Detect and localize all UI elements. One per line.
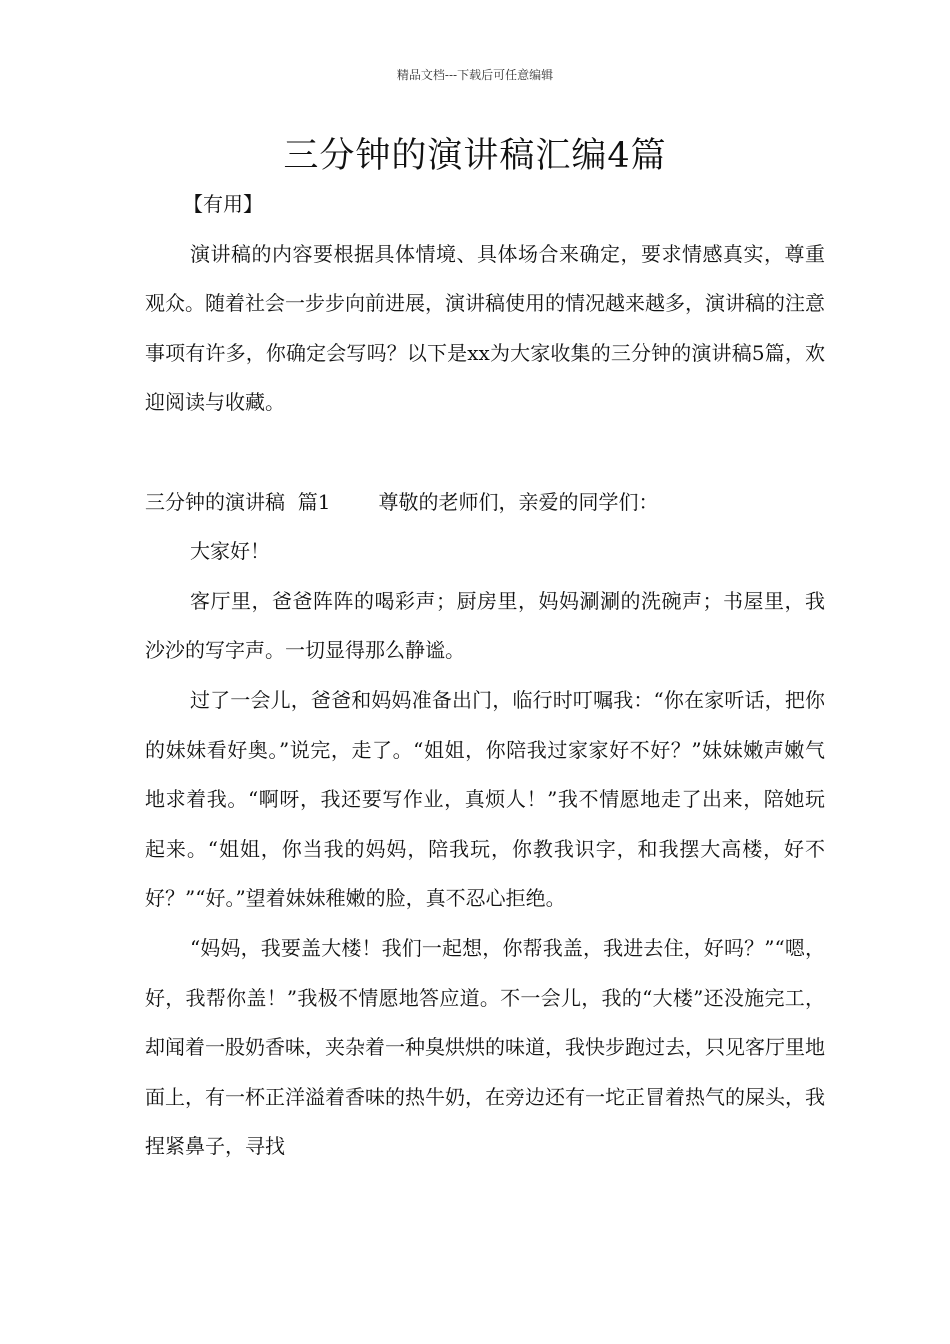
spacer <box>145 428 825 478</box>
tag-label: 【有用】 <box>183 192 263 216</box>
intro-paragraph: 演讲稿的内容要根据具体情境、具体场合来确定，要求情感真实，尊重观众。随着社会一步步向前进展，演讲稿使用的情况越来越多，演讲稿的注意事项有许多，你确定会写吗？以下是xx为大家收集的三分钟的演讲稿5篇，欢迎阅读与收藏。 <box>145 241 825 415</box>
body-paragraph: “妈妈，我要盖大楼！我们一起想，你帮我盖，我进去住，好吗？”“嗯，好，我帮你盖！”我极不情愿地答应道。不一会儿，我的“大楼”还没施完工，却闻着一股奶香味，夹杂着一种臭烘烘的味道，我快步跑过去，只见客厅里地面上，有一杯正洋溢着香味的热牛奶，在旁边还有一坨正冒着热气的屎头，我捏紧鼻子，寻找 <box>145 935 825 1159</box>
document-body <box>145 180 825 1172</box>
body-paragraph: 客厅里，爸爸阵阵的喝彩声；厨房里，妈妈涮涮的洗碗声；书屋里，我沙沙的写字声。一切显得那么静谧。 <box>145 588 825 663</box>
body-paragraph: 大家好！ <box>190 539 270 564</box>
section-title: 三分钟的演讲稿 篇1 <box>145 489 331 514</box>
document-title: 三分钟的演讲稿汇编4篇 <box>283 136 667 176</box>
section-heading <box>145 478 825 528</box>
body-paragraph: 过了一会儿，爸爸和妈妈准备出门，临行时叮嘱我：“你在家听话，把你的妹妹看好奥。”说完，走了。“姐姐，你陪我过家家好不好？”妹妹嫩声嫩气地求着我。“啊呀，我还要写作业，真烦人！”我不情愿地走了出来，陪她玩起来。“姐姐，你当我的妈妈，陪我玩，你教我识字，和我摆大高楼，好不好？”“好。”望着妹妹稚嫩的脸，真不忍心拒绝。 <box>145 687 825 911</box>
section-greeting: 尊敬的老师们，亲爱的同学们： <box>378 489 659 514</box>
page-header: 精品文档---下载后可任意编辑 <box>396 68 554 82</box>
